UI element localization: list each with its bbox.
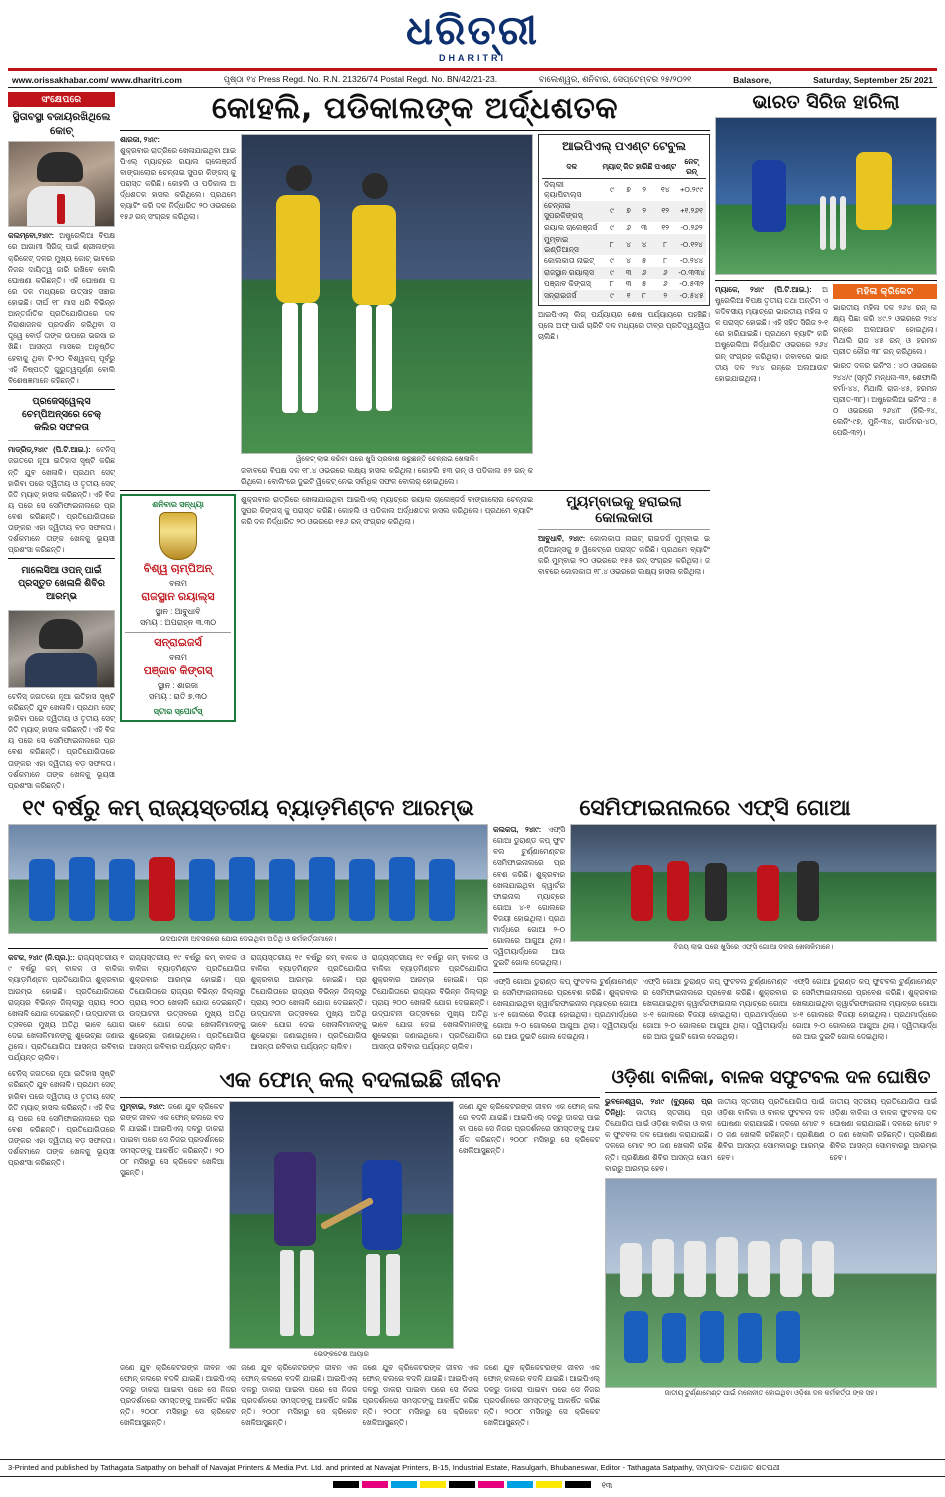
kolkata-body (538, 533, 710, 577)
u19-block (8, 796, 488, 1063)
ad-team-4: ପଞ୍ଜାବ କିଙ୍ଗସ୍ (143, 664, 213, 677)
color-swatch (420, 1481, 446, 1488)
cell-won: ୬ (626, 223, 631, 233)
cell-team: ସନ୍‌ରାଇଜର୍ସ (542, 290, 601, 302)
left-article-2-body (8, 444, 115, 555)
main-photo-caption: ୱିକେଟ୍ ଲାଭ କରିବା ପରେ ଖୁସି ପ୍ରକାଶ କରୁଛନ୍ତି ଚେନ୍ନାଇ ଖେଳାଳି। (296, 455, 478, 463)
left-headline-3[interactable]: ମାଲେସିଆ ଓପନ୍ ପାଇଁ ପ୍ରସ୍ତୁତ ଖେଳାଳି ଶିବିର ଆରମ୍ଭ (18, 565, 105, 603)
right-column (715, 92, 937, 791)
kolkata-story-block (538, 494, 710, 723)
main-photo-block (241, 134, 533, 487)
phone-body-text: ଜଣେ ଯୁବ କ୍ରିକେଟରଙ୍କ ଜୀବନ ଏକ ଫୋନ୍ କଲରେ ବଦଳି ଯାଇଛି। ଆଇପିଏଲ୍ ଦଳରୁ ଡାକରା ପାଇବା ପରେ ସେ ନିଜର ପ୍ରଦର୍ଶନରେ ସମସ୍ତଙ୍କୁ ଆକର୍ଷିତ କରିଛନ୍ତି। ୨୦୦୮ ମସିହାରୁ ସେ କ୍ରିକେଟ ଖେଳିଆସୁଛନ୍ତି। (120, 1101, 224, 1178)
left-headline-2[interactable]: ପ୍ରଜେସ୍ୱେଲ୍ସ ଚେମ୍ପିଅନ୍ସରେ ଚେକ୍ କଲିର ସଫଳତା (21, 395, 102, 433)
fcgoa-col-3: ଏଫ୍‌ସି ଗୋଆ ଡୁରାଣ୍ଡ କପ୍ ଫୁଟବଲ ଟୁର୍ଣ୍ଣାମେଣ୍ଟର ସେମିଫାଇନାଲରେ ପ୍ରବେଶ କରିଛି। ଶୁକ୍ରବାର ଖେଳାଯାଇଥିବା କ୍ୱାର୍ଟରଫାଇନାଲ ମ୍ୟାଚ୍‌ରେ ଗୋଆ ୪-୧ ଗୋଲରେ ବିଜୟୀ ହୋଇଥିଲା। ପ୍ରଥମାର୍ଦ୍ଧରେ ଗୋଆ ୨-୦ ଗୋଲରେ ଆଗୁଆ ଥିଲା। ଦ୍ୱିତୀୟାର୍ଦ୍ଧରେ ଆଉ ଦୁଇଟି ଗୋଲ ଦେଇଥିଲା। (792, 976, 938, 1042)
phone-body-col-4: ଜଣେ ଯୁବ କ୍ରିକେଟରଙ୍କ ଜୀବନ ଏକ ଫୋନ୍ କଲରେ ବଦଳି ଯାଇଛି। ଆଇପିଏଲ୍ ଦଳରୁ ଡାକରା ପାଇବା ପରେ ସେ ନିଜର ପ୍ରଦର୍ଶନରେ ସମସ୍ତଙ୍କୁ ଆକର୍ଷିତ କରିଛନ୍ତି। ୨୦୦୮ ମସିହାରୁ ସେ କ୍ରିକେଟ ଖେଳିଆସୁଛନ୍ତି। (241, 1362, 358, 1428)
cell-matches: ୯ (601, 201, 622, 223)
ad-team-2: ରାଜସ୍ଥାନ ରୟାଲ୍ସ (141, 590, 215, 603)
right-body-text: ଅଷ୍ଟ୍ରେଲିଆ ବିପକ୍ଷ ତୃତୀୟ ତଥା ଅନ୍ତିମ ଏକଦିବସୀୟ ମ୍ୟାଚ୍‌ରେ ଭାରତୀୟ ମହିଳା ଦଳ ପରାସ୍ତ ହୋଇଛି। ଏହି ସହିତ ସିରିଜ ୨-୧ ରେ ହାରିଯାଇଛି। ପ୍ରଥମେ ବ୍ୟାଟିଂ କରି ଅଷ୍ଟ୍ରେଲିଆ ନିର୍ଦ୍ଧାରିତ ଓଭରରେ ୨୬୪ ରନ୍ ସଂଗ୍ରହ କରିଥିଲା। ଜବାବରେ ଭାରତୀୟ ଦଳ ୨୪୪ ରନ୍‌ରେ ଅଲଆଉଟ ହୋଇଯାଇଥିଲା। (715, 284, 828, 383)
col-matches: ମ୍ୟାଚ୍ (601, 157, 622, 179)
ad-top-label: ଶନିବାର ସନ୍ଧ୍ୟା (152, 499, 204, 509)
u19-body-col-2: ରାଜ୍ୟସ୍ତରୀୟ ୧୯ ବର୍ଷରୁ କମ୍ ବାଳକ ଓ ବାଳିକା ବ୍ୟାଡ଼ମିଣ୍ଟନ ପ୍ରତିଯୋଗିତା ଶୁକ୍ରବାର ଆରମ୍ଭ ହୋଇଛି। ପ୍ରତିଯୋଗିତାରେ ରାଜ୍ୟର ବିଭିନ୍ନ ଜିଲ୍ଲାରୁ ପ୍ରାୟ ୨୦୦ ଖେଳାଳି ଯୋଗ ଦେଇଛନ୍ତି। ଉଦ୍‌ଘାଟନୀ ଉତ୍ସବରେ ମୁଖ୍ୟ ଅତିଥି ଭାବେ ଯୋଗ ଦେଇ ଖେଳାଳିମାନଙ୍କୁ ଶୁଭେଚ୍ଛା ଜଣାଇଥିଲେ। ପ୍ରତିଯୋଗିତା ଆସନ୍ତା ରବିବାର ପର୍ଯ୍ୟନ୍ତ ଚାଲିବ। (129, 953, 246, 1052)
fcgoa-photo (570, 824, 937, 942)
cell-points: ୧୨ (653, 201, 677, 223)
ad-block (120, 494, 236, 723)
cell-nrr: -୦.୩୩୪ (678, 267, 705, 277)
left-column (8, 92, 115, 791)
points-table-title: ଆଇପିଏଲ୍ ପଏଣ୍ଟ ଟେବୁଲ (562, 138, 686, 153)
bottom-left-column (8, 1068, 115, 1428)
cell-nrr: +୦.୨୯୯ (680, 184, 704, 194)
cell-nrr: -୦.୨୬୨ (680, 223, 703, 233)
cell-matches: ୯ (601, 267, 622, 279)
right-body-block (715, 284, 828, 438)
table-row (542, 179, 706, 201)
color-swatch (449, 1481, 475, 1488)
fcgoa-block (493, 796, 937, 1063)
odisha-headline[interactable]: ଓଡ଼ିଶା ବାଳିକା, ବାଳକ ସଫୁଟବଲ ଦଳ ଘୋଷିତ (611, 1067, 931, 1089)
cell-lost: ୨ (635, 201, 654, 223)
table-row (542, 290, 706, 302)
cell-team: ରୟାଲ ଚାଲେଞ୍ଜର୍ସ (544, 223, 598, 233)
col-team: ଦଳ (542, 157, 601, 179)
left-dateline-2: ମାଡ୍ରିଡ୍,୨୪ା୯ (ପି.ଟି.ଆଇ.): (8, 445, 91, 455)
cell-team: ରାଜସ୍ଥାନ ରୟାଲ୍ସ (542, 267, 601, 279)
edition-city: Balasore, (733, 74, 772, 85)
cell-points: ୬ (653, 267, 677, 279)
fcgoa-col-1: ଏଫ୍‌ସି ଗୋଆ ଡୁରାଣ୍ଡ କପ୍ ଫୁଟବଲ ଟୁର୍ଣ୍ଣାମେଣ୍ଟର ସେମିଫାଇନାଲରେ ପ୍ରବେଶ କରିଛି। ଶୁକ୍ରବାର ଖେଳାଯାଇଥିବା କ୍ୱାର୍ଟରଫାଇନାଲ ମ୍ୟାଚ୍‌ରେ ଗୋଆ ୪-୧ ଗୋଲରେ ବିଜୟୀ ହୋଇଥିଲା। ପ୍ରଥମାର୍ଦ୍ଧରେ ଗୋଆ ୨-୦ ଗୋଲରେ ଆଗୁଆ ଥିଲା। ଦ୍ୱିତୀୟାର୍ଦ୍ଧରେ ଆଉ ଦୁଇଟି ଗୋଲ ଦେଇଥିଲା। (493, 976, 638, 1042)
color-swatch (478, 1481, 504, 1488)
table-row (542, 267, 706, 279)
main-body-continued: ଶୁକ୍ରବାର ରାତ୍ରିରେ ଖେଳାଯାଇଥିବା ଆଇପିଏଲ୍ ମ୍ୟାଚ୍‌ରେ ରୟାଲ ଚାଲେଞ୍ଜର୍ସ ବାଙ୍ଗାଲୋର ଚେନ୍ନାଇ ସୁପର କିଙ୍ଗସ୍‌ କୁ ପରାସ୍ତ କରିଛି। କୋହଲି ଓ ପଡିକାଲ ଅର୍ଦ୍ଧଶତକ ହାସଲ କରିଥିଲେ। ପ୍ରଥମେ ବ୍ୟାଟିଂ କରି ଦଳ ନିର୍ଦ୍ଧାରିତ ୨୦ ଓଭରରେ ୧୫୬ ରନ୍ ସଂଗ୍ରହ କରିଥିଲା। (241, 494, 533, 527)
color-swatch (565, 1481, 591, 1488)
cell-lost: ୮ (635, 290, 654, 302)
odisha-photo-caption: ଜାତୀୟ ଟୁର୍ଣ୍ଣାମେଣ୍ଟ ପାଇଁ ମନୋନୀତ ହୋଇଥିବା ଓଡ଼ିଶା ଦଳ କର୍ମକର୍ତ୍ତା ଙ୍କ ସହ। (664, 1389, 878, 1397)
points-table (542, 157, 706, 302)
color-swatch (507, 1481, 533, 1488)
odisha-dateline: ଭୁବନେଶ୍ୱର, ୨୪ା୯ (ବ୍ୟୁରୋ ପ୍ରତିନିଧି): (605, 1097, 713, 1118)
phone-story-block (120, 1068, 600, 1428)
cell-lost: ୨ (642, 184, 646, 194)
edition-date: Saturday, September 25/ 2021 (813, 74, 933, 85)
masthead-infobar (8, 71, 937, 88)
main-photo-cricket (241, 134, 533, 454)
color-swatch (391, 1481, 417, 1488)
cell-lost: ୫ (641, 256, 647, 266)
left-article-3-body: ଟେନିସ୍ ଜଗତରେ ନୂଆ ଇତିହାସ ସୃଷ୍ଟି କରିଛନ୍ତି ଯୁବ ଖେଳାଳି। ପ୍ରଥମ ସେଟ୍ ହାରିବା ପରେ ଦ୍ୱିତୀୟ ଓ ତୃତୀୟ ସେଟ୍ ଜିତି ମ୍ୟାଚ୍ ହାସଲ କରିଛନ୍ତି। ଏହି ବିଜୟ ପରେ ସେ ସେମିଫାଇନାଲରେ ପ୍ରବେଶ କରିଛନ୍ତି। ପ୍ରତିଯୋଗିତାରେ ତାଙ୍କର ଏହା ଦ୍ୱିତୀୟ ବଡ଼ ସଫଳତା। ଦର୍ଶକମାନେ ତାଙ୍କ ଖେଳକୁ ଭୂୟସୀ ପ୍ରଶଂସା କରିଛନ୍ତି। (8, 691, 115, 790)
fcgoa-body-text: ଏଫ୍‌ସି ଗୋଆ ଡୁରାଣ୍ଡ କପ୍ ଫୁଟବଲ ଟୁର୍ଣ୍ଣାମେଣ୍ଟର ସେମିଫାଇନାଲରେ ପ୍ରବେଶ କରିଛି। ଶୁକ୍ରବାର ଖେଳାଯାଇଥିବା କ୍ୱାର୍ଟରଫାଇନାଲ ମ୍ୟାଚ୍‌ରେ ଗୋଆ ୪-୧ ଗୋଲରେ ବିଜୟୀ ହୋଇଥିଲା। ପ୍ରଥମାର୍ଦ୍ଧରେ ଗୋଆ ୨-୦ ଗୋଲରେ ଆଗୁଆ ଥିଲା। ଦ୍ୱିତୀୟାର୍ଦ୍ଧରେ ଆଉ ଦୁଇଟି ଗୋଲ ଦେଇଥିଲା। (493, 825, 565, 968)
cell-nrr: -୦.୧୨୪ (677, 234, 706, 256)
match-schedule-ad[interactable] (120, 494, 236, 723)
phone-photo-caption: ଭେଙ୍କଟେଶ ଆୟାର (314, 1350, 369, 1358)
left-dateline: କଲମ୍ବୋ,୨୪ା୯: (8, 231, 55, 241)
cell-points: ୧୨ (661, 223, 670, 233)
table-row (542, 222, 706, 234)
odisha-body-text: ଜାତୀୟ ସ୍ତରୀୟ ପ୍ରତିଯୋଗିତା ପାଇଁ ଓଡ଼ିଶା ବାଳିକା ଓ ବାଳକ ଫୁଟବଲ ଦଳ ଘୋଷଣା କରାଯାଇଛି। ଦଳରେ ମୋଟ ୨୦ ଜଣ ଖେଳାଳି ରହିଛନ୍ତି। ପ୍ରଶିକ୍ଷଣ ଶିବିର ଆସନ୍ତା ସୋମବାରରୁ ଆରମ୍ଭ ହେବ। (605, 1108, 713, 1173)
cell-won: ୭ (626, 184, 631, 194)
col-won: ଜିତ (622, 157, 635, 179)
cell-points: ୧୪ (660, 184, 670, 194)
u19-photo-caption: ଉଦଘାଟନୀ ଅବସରରେ ଯୋଗ ଦେଇଥିବା ଅତିଥି ଓ କର୍ମକର୍ତ୍ତାମାନେ। (159, 936, 337, 944)
center-column (120, 92, 710, 791)
col-nrr: ନେଟ୍ ରନ୍ (677, 157, 706, 179)
masthead-logo: ଧରିତ୍ରୀ (406, 8, 539, 54)
ad-team-1: ବିଶ୍ୱ ଚାମ୍ପିଅନ୍ (143, 563, 213, 576)
color-swatch (362, 1481, 388, 1488)
right-photo-cricket (715, 117, 937, 275)
cell-nrr: -୦.୫୪୫ (677, 290, 706, 302)
cell-won: ୩ (622, 267, 635, 279)
phone-dateline: ମୁମ୍ବାଇ, ୨୪ା୯: (120, 1101, 165, 1111)
cell-won: ୪ (622, 234, 635, 256)
odisha-team-block (605, 1068, 937, 1428)
fcgoa-col-2: ଏଫ୍‌ସି ଗୋଆ ଡୁରାଣ୍ଡ କପ୍ ଫୁଟବଲ ଟୁର୍ଣ୍ଣାମେଣ୍ଟର ସେମିଫାଇନାଲରେ ପ୍ରବେଶ କରିଛି। ଶୁକ୍ରବାର ଖେଳାଯାଇଥିବା କ୍ୱାର୍ଟରଫାଇନାଲ ମ୍ୟାଚ୍‌ରେ ଗୋଆ ୪-୧ ଗୋଲରେ ବିଜୟୀ ହୋଇଥିଲା। ପ୍ରଥମାର୍ଦ୍ଧରେ ଗୋଆ ୨-୦ ଗୋଲରେ ଆଗୁଆ ଥିଲା। ଦ୍ୱିତୀୟାର୍ଦ୍ଧରେ ଆଉ ଦୁଇଟି ଗୋଲ ଦେଇଥିଲା। (642, 976, 788, 1042)
table-row (542, 234, 706, 256)
cell-nrr: +୧.୨୬୧ (677, 201, 706, 223)
main-body-1: ଶୁକ୍ରବାର ରାତ୍ରିରେ ଖେଳାଯାଇଥିବା ଆଇପିଏଲ୍ ମ୍ୟାଚ୍‌ରେ ରୟାଲ ଚାଲେଞ୍ଜର୍ସ ବାଙ୍ଗାଲୋର ଚେନ୍ନାଇ ସୁପର କିଙ୍ଗସ୍‌ କୁ ପରାସ୍ତ କରିଛି। କୋହଲି ଓ ପଡିକାଲ ଅର୍ଦ୍ଧଶତକ ହାସଲ କରିଥିଲେ। ପ୍ରଥମେ ବ୍ୟାଟିଂ କରି ଦଳ ନିର୍ଦ୍ଧାରିତ ୨୦ ଓଭରରେ ୧୫୬ ରନ୍ ସଂଗ୍ରହ କରିଥିଲା। (120, 145, 236, 222)
cell-team: ମୁମ୍ବାଇ ଇଣ୍ଡିଆନ୍ସ (542, 234, 601, 256)
phone-body-col-5: ଜଣେ ଯୁବ କ୍ରିକେଟରଙ୍କ ଜୀବନ ଏକ ଫୋନ୍ କଲରେ ବଦଳି ଯାଇଛି। ଆଇପିଏଲ୍ ଦଳରୁ ଡାକରା ପାଇବା ପରେ ସେ ନିଜର ପ୍ରଦର୍ଶନରେ ସମସ୍ତଙ୍କୁ ଆକର୍ଷିତ କରିଛନ୍ତି। ୨୦୦୮ ମସିହାରୁ ସେ କ୍ରିକେଟ ଖେଳିଆସୁଛନ୍ତି। (362, 1362, 479, 1428)
phone-body-col-1 (120, 1101, 224, 1360)
cell-lost: ୩ (641, 223, 648, 233)
right-dateline: ମ୍ୟାକେ, ୨୪ା୯ (ପି.ଟି.ଆଇ.): (715, 284, 812, 294)
u19-body-col-1 (8, 952, 124, 1063)
kolkata-body-text: କୋଲକାତା ନାଇଟ୍ ରାଇଡର୍ସ ମୁମ୍ବାଇ ଇଣ୍ଡିଆନ୍ସକୁ ୭ ୱିକେଟ୍‌ରେ ପରାସ୍ତ କରିଛି। ପ୍ରଥମେ ବ୍ୟାଟିଂ କରି ମୁମ୍ବାଇ ୨୦ ଓଭରରେ ୧୫୫ ରନ୍ ସଂଗ୍ରହ କରିଥିଲା। ଜବାବରେ କୋଲକାତା ୧୮.୪ ଓଭରରେ ଲକ୍ଷ୍ୟ ହାସଲ କରିଥିଲା। (538, 534, 710, 577)
cell-points: ୮ (653, 234, 677, 256)
cell-won: ୩ (625, 279, 632, 289)
cell-won: ୪ (626, 256, 631, 266)
fcgoa-photo-caption: ବିଜୟ ଲାଭ ପରେ ଖୁସିରେ ଏଫ୍‌ସି ଗୋଆ ଦଳର ଖେଳାଳିମାନେ। (673, 944, 834, 952)
color-swatch (333, 1481, 359, 1488)
ad-place-2: ସ୍ଥାନ : ଶାରଜା (157, 680, 199, 690)
page-number: ୧୩ (601, 1481, 613, 1490)
women-cricket-body: ଭାରତୀୟ ମହିଳା ଦଳ ୨୬୪ ରନ୍ ଲକ୍ଷ୍ୟ ପିଛା କରି ୪୯.୨ ଓଭରରେ ୨୪୪ ରନ୍‌ରେ ଅଲଆଉଟ ହୋଇଥିଲା। ମିଥାଲି ରାଜ ୪୫ ରନ୍ ଓ ହରମନପ୍ରୀତ କୌର ୩୮ ରନ୍ କରିଥିଲେ। (833, 302, 937, 357)
u19-dateline: କଟକ, ୨୪ା୯ (ନି.ପ୍ର.):: (8, 953, 75, 963)
cell-team: ଦିଲ୍ଲୀ କ୍ୟାପିଟାଲ୍ସ (544, 179, 582, 199)
color-swatch (536, 1481, 562, 1488)
main-continuation (241, 494, 533, 723)
u19-body-col-4: ରାଜ୍ୟସ୍ତରୀୟ ୧୯ ବର୍ଷରୁ କମ୍ ବାଳକ ଓ ବାଳିକା ବ୍ୟାଡ଼ମିଣ୍ଟନ ପ୍ରତିଯୋଗିତା ଶୁକ୍ରବାର ଆରମ୍ଭ ହୋଇଛି। ପ୍ରତିଯୋଗିତାରେ ରାଜ୍ୟର ବିଭିନ୍ନ ଜିଲ୍ଲାରୁ ପ୍ରାୟ ୨୦୦ ଖେଳାଳି ଯୋଗ ଦେଇଛନ୍ତି। ଉଦ୍‌ଘାଟନୀ ଉତ୍ସବରେ ମୁଖ୍ୟ ଅତିଥି ଭାବେ ଯୋଗ ଦେଇ ଖେଳାଳିମାନଙ୍କୁ ଶୁଭେଚ୍ଛା ଜଣାଇଥିଲେ। ପ୍ରତିଯୋଗିତା ଆସନ୍ତା ରବିବାର ପର୍ଯ୍ୟନ୍ତ ଚାଲିବ। (371, 953, 488, 1052)
section-tag-women-cricket: ମହିଳା କ୍ରିକେଟ (833, 284, 937, 299)
phone-photo-batsman (229, 1101, 454, 1349)
cell-matches: ୯ (609, 184, 614, 194)
cell-matches: ୯ (609, 256, 614, 266)
left-headline[interactable]: ସ୍ଥିତାବସ୍ଥା ବଜାୟରଖିଥିଲେ କୋଚ୍ (12, 111, 111, 138)
middle-section (8, 796, 937, 1063)
table-row (542, 279, 706, 291)
left-photo-coach (8, 141, 115, 227)
odisha-body-col-2: ଜାତୀୟ ସ୍ତରୀୟ ପ୍ରତିଯୋଗିତା ପାଇଁ ଓଡ଼ିଶା ବାଳିକା ଓ ବାଳକ ଫୁଟବଲ ଦଳ ଘୋଷଣା କରାଯାଇଛି। ଦଳରେ ମୋଟ ୨୦ ଜଣ ଖେଳାଳି ରହିଛନ୍ତି। ପ୍ରଶିକ୍ଷଣ ଶିବିର ଆସନ୍ତା ସୋମବାରରୁ ଆରମ୍ଭ ହେବ। (717, 1097, 825, 1162)
points-table-block (538, 134, 710, 487)
points-table-header-row (542, 157, 706, 179)
imprint-line: 3-Printed and published by Tathagata Satpathy on behalf of Navajat Printers & Media Pvt. Ltd. and printed at Navajat Printers, B-15, Industrial Estate, Rasulgarh, Bhubaneswar, Editor - Tathagata Satpathy, ସମ୍ପାଦକ- ତଥାଗତ ଶତପଥୀ (0, 1459, 945, 1477)
odisha-photo-group (605, 1178, 937, 1388)
edition-odia: ବାଲେଶ୍ୱର, ଶନିବାର, ସେପ୍ଟେମ୍ବର ୨୫/୨୦୨୧ (538, 74, 692, 84)
phone-headline[interactable]: ଏକ ଫୋନ୍ କଲ୍ ବଦଳାଇଛି ଜୀବନ (219, 1068, 501, 1094)
ad-time-2: ସମୟ : ରାତି ୭.୩୦ (149, 692, 207, 702)
points-table-note: ଆଇପିଏଲ୍ ଲିଗ୍ ପର୍ଯ୍ୟାୟର ଶେଷ ପର୍ଯ୍ୟାୟରେ ପହଞ୍ଚିଛି। ପ୍ଲେ ଅଫ୍ ପାଇଁ ଚାରିଟି ଦଳ ମଧ୍ୟରେ ତୀବ୍ର ପ୍ରତିଦ୍ୱନ୍ଦ୍ୱିତା ଚାଲିଛି। (538, 309, 710, 342)
kolkata-dateline: ଆବୁଧାବି, ୨୪ା୯: (538, 534, 586, 543)
odisha-body-col-1 (605, 1096, 712, 1174)
phone-body-col-2: ଜଣେ ଯୁବ କ୍ରିକେଟରଙ୍କ ଜୀବନ ଏକ ଫୋନ୍ କଲରେ ବଦଳି ଯାଇଛି। ଆଇପିଏଲ୍ ଦଳରୁ ଡାକରା ପାଇବା ପରେ ସେ ନିଜର ପ୍ରଦର୍ଶନରେ ସମସ୍ତଙ୍କୁ ଆକର୍ଷିତ କରିଛନ୍ତି। ୨୦୦୮ ମସିହାରୁ ସେ କ୍ରିକେଟ ଖେଳିଆସୁଛନ୍ତି। (459, 1101, 600, 1156)
cell-points: ୬ (662, 279, 668, 289)
cell-team: କୋଲକାତା ନାଇଟ୍ (544, 256, 595, 266)
color-registration-bars (0, 1477, 945, 1497)
cell-matches: ୮ (601, 234, 622, 256)
odisha-body-col-3: ଜାତୀୟ ସ୍ତରୀୟ ପ୍ରତିଯୋଗିତା ପାଇଁ ଓଡ଼ିଶା ବାଳିକା ଓ ବାଳକ ଫୁଟବଲ ଦଳ ଘୋଷଣା କରାଯାଇଛି। ଦଳରେ ମୋଟ ୨୦ ଜଣ ଖେଳାଳି ରହିଛନ୍ତି। ପ୍ରଶିକ୍ଷଣ ଶିବିର ଆସନ୍ତା ସୋମବାରରୁ ଆରମ୍ଭ ହେବ। (829, 1097, 937, 1162)
fcgoa-body-lead (493, 824, 565, 968)
cell-nrr: -୦.୫୩୨ (679, 279, 704, 289)
fcgoa-headline[interactable]: ସେମିଫାଇନାଲରେ ଏଫ୍‌ସି ଗୋଆ (579, 795, 851, 821)
left-photo-portrait-2 (8, 610, 115, 688)
left-body-text-2: ଟେନିସ୍ ଜଗତରେ ନୂଆ ଇତିହାସ ସୃଷ୍ଟି କରିଛନ୍ତି ଯୁବ ଖେଳାଳି। ପ୍ରଥମ ସେଟ୍ ହାରିବା ପରେ ଦ୍ୱିତୀୟ ଓ ତୃତୀୟ ସେଟ୍ ଜିତି ମ୍ୟାଚ୍ ହାସଲ କରିଛନ୍ତି। ଏହି ବିଜୟ ପରେ ସେ ସେମିଫାଇନାଲରେ ପ୍ରବେଶ କରିଛନ୍ତି। ପ୍ରତିଯୋଗିତାରେ ତାଙ୍କର ଏହା ଦ୍ୱିତୀୟ ବଡ଼ ସଫଳତା। ଦର୍ଶକମାନେ ତାଙ୍କ ଖେଳକୁ ଭୂୟସୀ ପ୍ରଶଂସା କରିଛନ୍ତି। (8, 445, 115, 555)
cell-matches: ୮ (609, 279, 614, 289)
cell-lost: ୬ (635, 267, 654, 279)
phone-body-col-6: ଜଣେ ଯୁବ କ୍ରିକେଟରଙ୍କ ଜୀବନ ଏକ ଫୋନ୍ କଲରେ ବଦଳି ଯାଇଛି। ଆଇପିଏଲ୍ ଦଳରୁ ଡାକରା ପାଇବା ପରେ ସେ ନିଜର ପ୍ରଦର୍ଶନରେ ସମସ୍ତଙ୍କୁ ଆକର୍ଷିତ କରିଛନ୍ତି। ୨୦୦୮ ମସିହାରୁ ସେ କ୍ରିକେଟ ଖେଳିଆସୁଛନ୍ତି। (483, 1362, 600, 1428)
u19-headline[interactable]: ୧୯ ବର୍ଷରୁ କମ୍ ରାଜ୍ୟସ୍ତରୀୟ ବ୍ୟାଡ଼ମିଣ୍ଟନ ଆରମ୍ଭ (22, 795, 474, 821)
main-body-2: ଜବାବରେ ବିପକ୍ଷ ଦଳ ୧୮.୪ ଓଭରରେ ଲକ୍ଷ୍ୟ ହାସଲ କରିଥିଲା। କୋହଲି ୫୩ ରନ୍ ଓ ପଡିକାଲ ୫୨ ରନ୍ କରିଥିଲେ। ବୋଲିଂରେ ଦୁଇଟି ୱିକେଟ୍ ନେଇ ସର୍ବାଧିକ ସଫଳ ବୋଲର୍ ହୋଇଥିଲେ। (241, 465, 533, 486)
left-article-body (8, 227, 115, 386)
u19-photo-team (8, 824, 488, 934)
cell-team: ପଞ୍ଜାବ କିଙ୍ଗସ୍ (544, 279, 591, 289)
top-section (8, 92, 937, 791)
section-tag-brief: ସଂକ୍ଷେପରେ (8, 92, 115, 107)
col-points: ପଏଣ୍ଟ (653, 157, 677, 179)
kolkata-headline[interactable]: ମ୍ୟୁମ୍ବାଇକୁ ହରାଇଲା କୋଲକାତା (566, 493, 682, 526)
ad-time-1: ସମୟ : ଅପରାହ୍ନ ୩.୩୦ (139, 618, 217, 628)
main-story-text (120, 134, 236, 487)
fcgoa-dateline: କଲକତା, ୨୪ା୯: (493, 825, 542, 835)
table-row (542, 255, 706, 267)
ad-vs-1: ବନାମ (169, 579, 187, 589)
table-row (542, 201, 706, 223)
cell-won: ୭ (622, 201, 635, 223)
registration-info: ପୃଷ୍ଠା ୧୪ Press Regd. No. R.N. 21326/74 Postal Regd. No. BN/42/21-23. (223, 74, 498, 84)
bottom-left-body: ଟେନିସ୍ ଜଗତରେ ନୂଆ ଇତିହାସ ସୃଷ୍ଟି କରିଛନ୍ତି ଯୁବ ଖେଳାଳି। ପ୍ରଥମ ସେଟ୍ ହାରିବା ପରେ ଦ୍ୱିତୀୟ ଓ ତୃତୀୟ ସେଟ୍ ଜିତି ମ୍ୟାଚ୍ ହାସଲ କରିଛନ୍ତି। ଏହି ବିଜୟ ପରେ ସେ ସେମିଫାଇନାଲରେ ପ୍ରବେଶ କରିଛନ୍ତି। ପ୍ରତିଯୋଗିତାରେ ତାଙ୍କର ଏହା ଦ୍ୱିତୀୟ ବଡ଼ ସଫଳତା। ଦର୍ଶକମାନେ ତାଙ୍କ ଖେଳକୁ ଭୂୟସୀ ପ୍ରଶଂସା କରିଛନ୍ତି। (8, 1069, 115, 1168)
cell-won: ୧ (622, 290, 635, 302)
women-cricket-scorecard: ଭାରତ ଦଳର ଇନିଂସ : ୪୦ ଓଭରରେ ୨୪୪/୯ (ସ୍ମୃତି ମନ୍ଧନା-୩୨, ଶେଫାଲି ବର୍ମା-୪୪, ମିଥାଲି ରାଜ-୪୫, ହରମନପ୍ରୀତ-୩୮)। ଅଷ୍ଟ୍ରେଲିଆ ଇନିଂସ : ୫୦ ଓଭରରେ ୨୬୪/୮ (ହିଲି-୨୪, ଲେନିଂ-୯୭, ମୁନି-୩୪, ଗାର୍ଡନର-୪୦, ପେରି-୩୨)। (833, 361, 937, 438)
page-footer (0, 1459, 945, 1497)
u19-body-col-3: ରାଜ୍ୟସ୍ତରୀୟ ୧୯ ବର୍ଷରୁ କମ୍ ବାଳକ ଓ ବାଳିକା ବ୍ୟାଡ଼ମିଣ୍ଟନ ପ୍ରତିଯୋଗିତା ଶୁକ୍ରବାର ଆରମ୍ଭ ହୋଇଛି। ପ୍ରତିଯୋଗିତାରେ ରାଜ୍ୟର ବିଭିନ୍ନ ଜିଲ୍ଲାରୁ ପ୍ରାୟ ୨୦୦ ଖେଳାଳି ଯୋଗ ଦେଇଛନ୍ତି। ଉଦ୍‌ଘାଟନୀ ଉତ୍ସବରେ ମୁଖ୍ୟ ଅତିଥି ଭାବେ ଯୋଗ ଦେଇ ଖେଳାଳିମାନଙ୍କୁ ଶୁଭେଚ୍ଛା ଜଣାଇଥିଲେ। ପ୍ରତିଯୋଗିତା ଆସନ୍ତା ରବିବାର ପର୍ଯ୍ୟନ୍ତ ଚାଲିବ। (250, 953, 367, 1052)
col-lost: ହାରିଛି (635, 157, 654, 179)
main-headline[interactable]: କୋହଲି, ପଡିକାଲଙ୍କ ଅର୍ଦ୍ଧଶତକ (211, 91, 619, 126)
right-photo-caption (715, 275, 937, 277)
cell-matches: ୯ (601, 290, 622, 302)
masthead-logo-subtitle: DHARITRI (439, 53, 506, 63)
cell-points: ୨ (653, 290, 677, 302)
cell-points: ୮ (663, 256, 668, 266)
phone-body-col-3: ଜଣେ ଯୁବ କ୍ରିକେଟରଙ୍କ ଜୀବନ ଏକ ଫୋନ୍ କଲରେ ବଦଳି ଯାଇଛି। ଆଇପିଏଲ୍ ଦଳରୁ ଡାକରା ପାଇବା ପରେ ସେ ନିଜର ପ୍ରଦର୍ଶନରେ ସମସ୍ତଙ୍କୁ ଆକର୍ଷିତ କରିଛନ୍ତି। ୨୦୦୮ ମସିହାରୁ ସେ କ୍ରିକେଟ ଖେଳିଆସୁଛନ୍ତି। (120, 1362, 237, 1428)
ad-vs-2: ବନାମ (169, 653, 187, 662)
trophy-icon (159, 512, 197, 560)
right-headline[interactable]: ଭାରତ ସିରିଜ ହାରିଲା (752, 91, 900, 113)
cell-team: ଚେନ୍ନାଇ ସୁପରକିଙ୍ଗସ୍ (542, 201, 601, 223)
masthead (8, 6, 937, 65)
website-url[interactable]: www.orissakhabar.com/ www.dharitri.com (12, 74, 182, 85)
cell-lost: ୫ (641, 279, 647, 289)
ad-place-1: ସ୍ଥାନ : ଆବୁଧାବି (155, 606, 201, 616)
left-body-text: ଅଷ୍ଟ୍ରେଲିଆ ବିପକ୍ଷରେ ଆଗାମୀ ସିରିଜ୍ ପାଇଁ ଶ୍ରୀଲଙ୍କା କ୍ରିକେଟ୍ ଦଳର ମୁଖ୍ୟ କୋଚ୍ ଭାବରେ ନିଜର ଦାୟିତ୍ୱ ଜାରି ରଖିବେ ବୋଲି ଘୋଷଣା କରିଛନ୍ତି। ଏହି ଘୋଷଣା ପରେ ଦଳ ମଧ୍ୟରେ ଉତ୍ସାହ ସଞ୍ଚାର ହୋଇଛି। ଦୀର୍ଘ ୧୮ ମାସ ଧରି ବିଭିନ୍ନ ଆନ୍ତର୍ଜାତିକ ପ୍ରତିଯୋଗିତାରେ ଦଳ ନିରାଶାଜନକ ପ୍ରଦର୍ଶନ କରିଥିବା ସତ୍ତ୍ୱେ ବୋର୍ଡ଼ ତାଙ୍କ ଉପରେ ଭରସା ରଖିଛି। ଆସନ୍ତା ମାସରେ ଅନୁଷ୍ଠିତ ହେବାକୁ ଥିବା ଟି-୨୦ ବିଶ୍ୱକପ୍ ପୂର୍ବରୁ ଏହି ନିଷ୍ପତ୍ତି ଗୁରୁତ୍ୱପୂର୍ଣ୍ଣ ବୋଲି ବିଶେଷଜ୍ଞମାନେ କହିଛନ୍ତି। (8, 231, 115, 385)
ad-team-3: ସନ୍‌ରାଇଜର୍ସ (154, 637, 202, 650)
u19-body-text: ରାଜ୍ୟସ୍ତରୀୟ ୧୯ ବର୍ଷରୁ କମ୍ ବାଳକ ଓ ବାଳିକା ବ୍ୟାଡ଼ମିଣ୍ଟନ ପ୍ରତିଯୋଗିତା ଶୁକ୍ରବାର ଆରମ୍ଭ ହୋଇଛି। ପ୍ରତିଯୋଗିତାରେ ରାଜ୍ୟର ବିଭିନ୍ନ ଜିଲ୍ଲାରୁ ପ୍ରାୟ ୨୦୦ ଖେଳାଳି ଯୋଗ ଦେଇଛନ୍ତି। ଉଦ୍‌ଘାଟନୀ ଉତ୍ସବରେ ମୁଖ୍ୟ ଅତିଥି ଭାବେ ଯୋଗ ଦେଇ ଖେଳାଳିମାନଙ୍କୁ ଶୁଭେଚ୍ଛା ଜଣାଇଥିଲେ। ପ୍ରତିଯୋଗିତା ଆସନ୍ତା ରବିବାର ପର୍ଯ୍ୟନ୍ତ ଚାଲିବ। (8, 953, 125, 1063)
main-dateline: ଶାରଜା, ୨୪ା୯: (120, 134, 160, 144)
cell-lost: ୪ (635, 234, 654, 256)
women-cricket-block (833, 284, 937, 438)
bottom-section (8, 1068, 937, 1428)
cell-nrr: -୦.୨୪୪ (679, 256, 704, 266)
ad-broadcaster: ସ୍ଟାର ସ୍ପୋର୍ଟସ୍ (153, 706, 203, 716)
cell-matches: ୯ (609, 223, 614, 233)
